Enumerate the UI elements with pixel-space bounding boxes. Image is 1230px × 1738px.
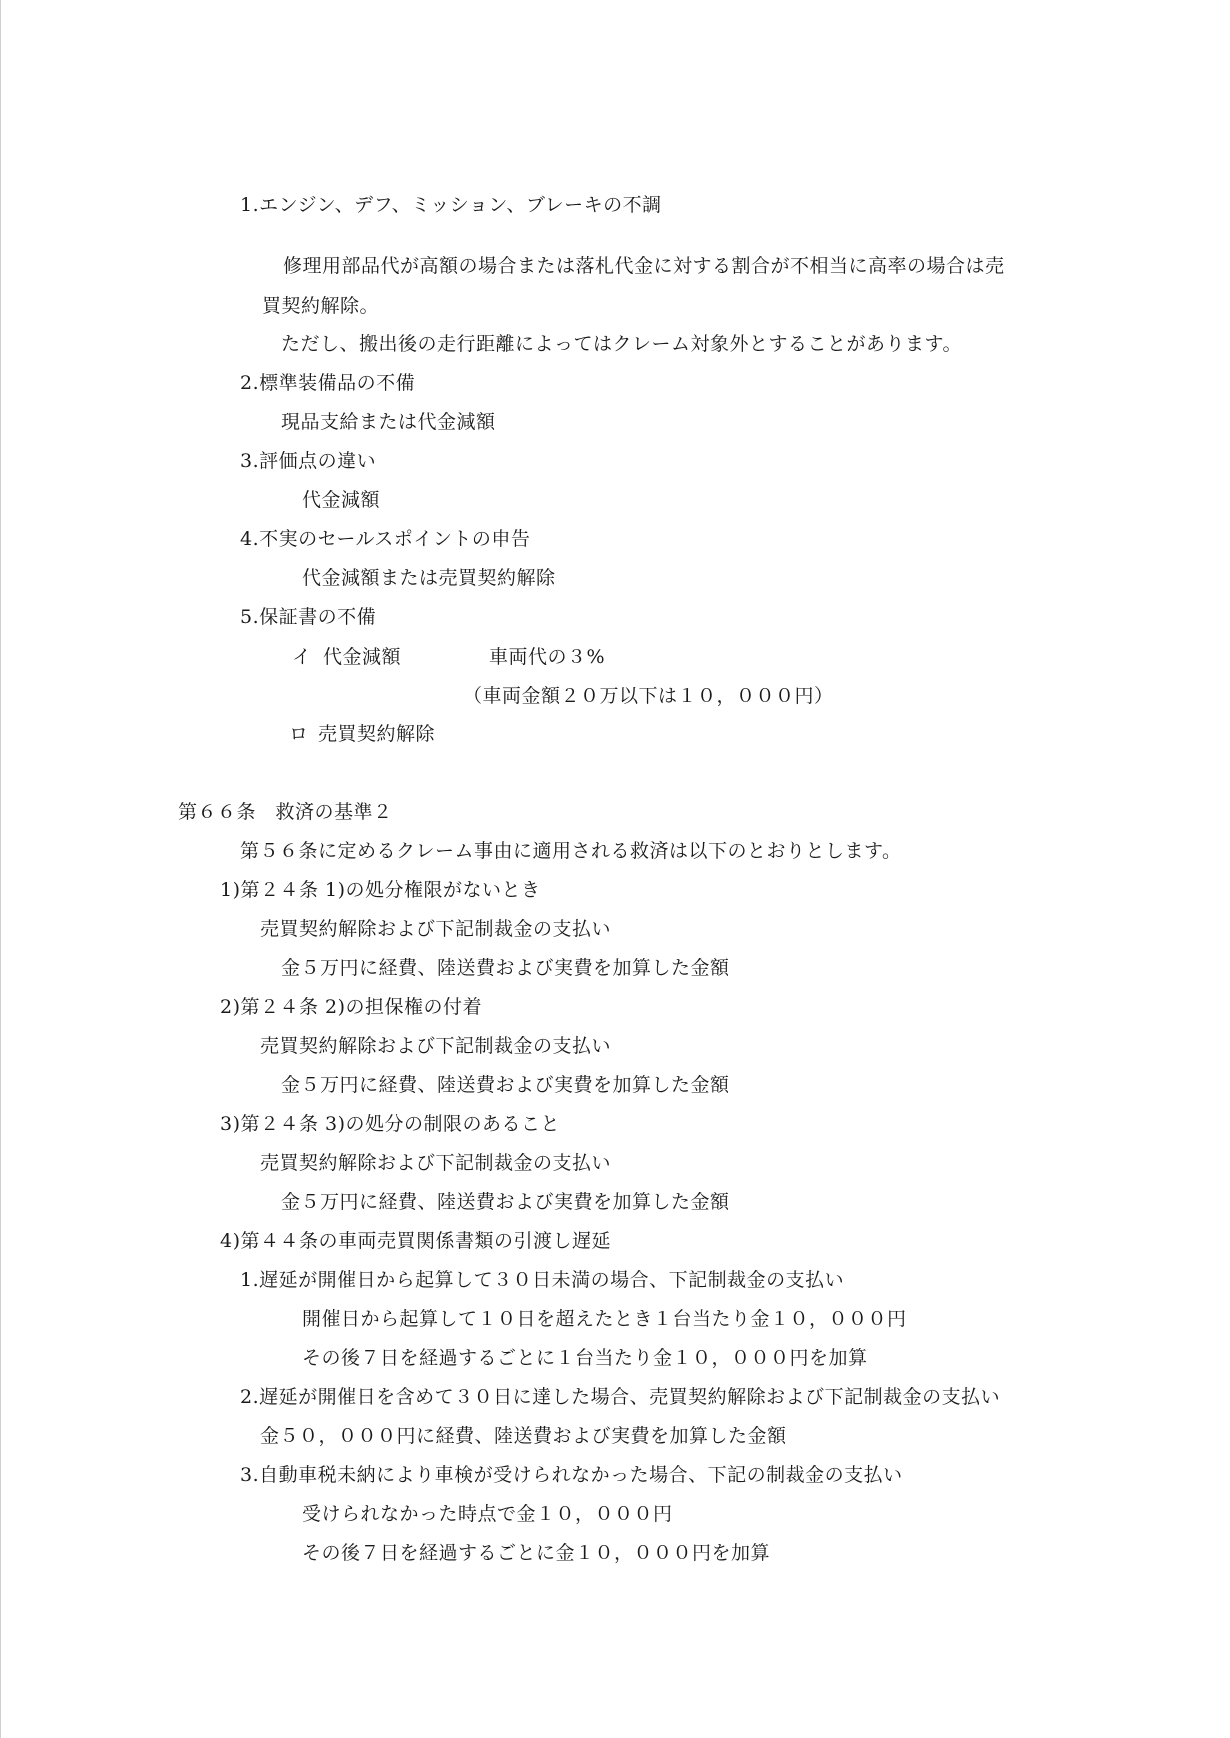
clause-1-body: 売買契約解除および下記制裁金の支払い <box>260 918 612 940</box>
clause-2-title: 2)第２４条 2)の担保権の付着 <box>220 996 483 1018</box>
clause-3-title: 3)第２４条 3)の処分の制限のあること <box>220 1113 561 1135</box>
item1-body-2: 買契約解除。 <box>262 295 380 317</box>
item1-title: 1.エンジン、デフ、ミッション、ブレーキの不調 <box>240 194 662 216</box>
item2-body: 現品支給または代金減額 <box>281 411 496 433</box>
item5-ro-text: 売買契約解除 <box>318 723 436 745</box>
item5-i-note: （車両金額２０万以下は１０，０００円） <box>463 685 834 707</box>
item4-title: 4.不実のセールスポイントの申告 <box>240 528 531 550</box>
article-66-intro: 第５６条に定めるクレーム事由に適用される救済は以下のとおりとします。 <box>240 840 902 862</box>
clause-4-sub-2-line-1: 金５０，０００円に経費、陸送費および実費を加算した金額 <box>260 1425 787 1447</box>
clause-2-amount: 金５万円に経費、陸送費および実費を加算した金額 <box>281 1074 730 1096</box>
clause-2-body: 売買契約解除および下記制裁金の支払い <box>260 1035 612 1057</box>
item5-i-label: イ <box>292 646 312 668</box>
page-edge <box>0 0 1 1738</box>
item1-body-1: 修理用部品代が高額の場合または落札代金に対する割合が不相当に高率の場合は売 <box>283 255 1005 277</box>
clause-1-amount: 金５万円に経費、陸送費および実費を加算した金額 <box>281 957 730 979</box>
item3-body: 代金減額 <box>302 489 381 511</box>
clause-4-sub-3-line-1: 受けられなかった時点で金１０，０００円 <box>302 1503 673 1525</box>
item5-title: 5.保証書の不備 <box>240 606 377 628</box>
item5-ro-label: ロ <box>289 723 309 745</box>
item3-title: 3.評価点の違い <box>240 450 377 472</box>
article-66-heading: 第６６条 救済の基準２ <box>178 801 393 823</box>
item4-body: 代金減額または売買契約解除 <box>302 567 556 589</box>
clause-4-sub-1-line-1: 開催日から起算して１０日を超えたとき１台当たり金１０，０００円 <box>302 1308 907 1330</box>
clause-1-title: 1)第２４条 1)の処分権限がないとき <box>220 879 541 901</box>
clause-4-sub-2-title: 2.遅延が開催日を含めて３０日に達した場合、売買契約解除および下記制裁金の支払い <box>240 1386 1001 1408</box>
clause-4-title: 4)第４４条の車両売買関係書類の引渡し遅延 <box>220 1230 612 1252</box>
item2-title: 2.標準装備品の不備 <box>240 372 416 394</box>
item5-i-text: 代金減額 <box>323 646 402 668</box>
clause-3-body: 売買契約解除および下記制裁金の支払い <box>260 1152 612 1174</box>
clause-4-sub-1-title: 1.遅延が開催日から起算して３０日未満の場合、下記制裁金の支払い <box>240 1269 845 1291</box>
clause-4-sub-3-title: 3.自動車税未納により車検が受けられなかった場合、下記の制裁金の支払い <box>240 1464 903 1486</box>
clause-3-amount: 金５万円に経費、陸送費および実費を加算した金額 <box>281 1191 730 1213</box>
item5-i-value: 車両代の３% <box>489 646 606 668</box>
item1-body-3: ただし、搬出後の走行距離によってはクレーム対象外とすることがあります。 <box>281 333 962 355</box>
clause-4-sub-1-line-2: その後７日を経過するごとに１台当たり金１０，０００円を加算 <box>302 1347 868 1369</box>
clause-4-sub-3-line-2: その後７日を経過するごとに金１０，０００円を加算 <box>302 1542 771 1564</box>
